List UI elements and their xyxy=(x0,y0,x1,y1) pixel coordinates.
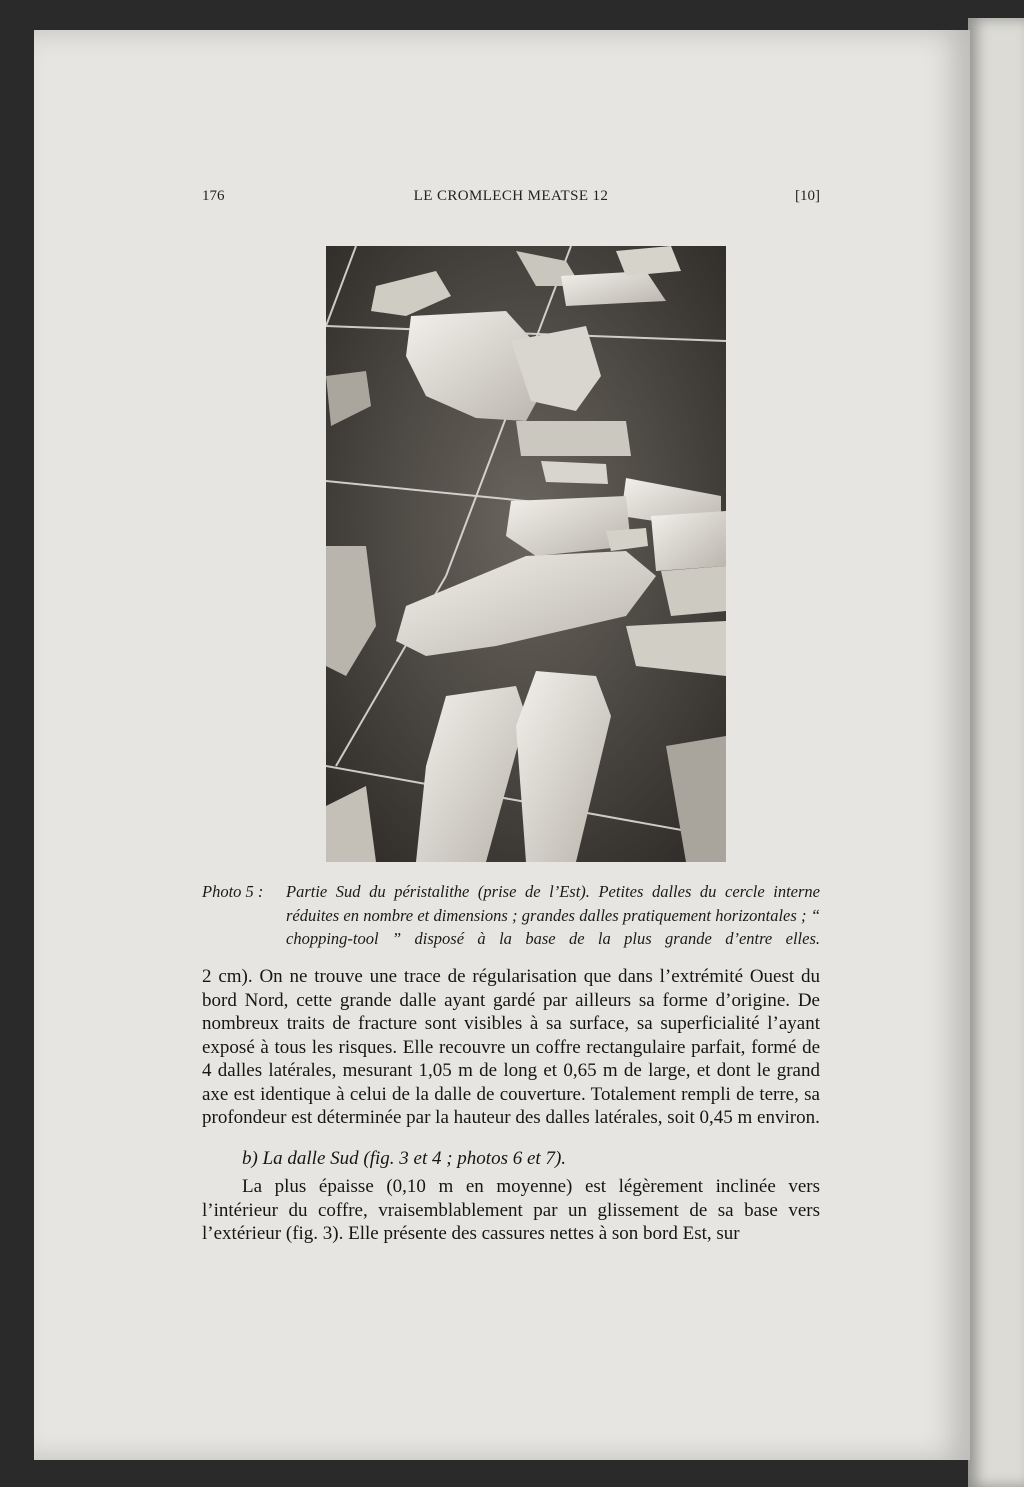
page-number: 176 xyxy=(202,188,225,204)
excavation-photo xyxy=(326,246,726,862)
paragraph: 2 cm). On ne trouve une trace de régularisation que dans l’extrémité Ouest du bord Nord, cette grande dalle ayant gardé par ailleurs sa forme d’origine. De nombreux traits de fracture sont visibles à sa surface, sa superficialité l’ayant exposé à tous les risques. Elle recouvre un coffre rectangulaire parfait, formé de 4 dalles latérales, mesurant 1,05 m de long et 0,65 m de large, et dont le grand axe est identique à celui de la dalle de couverture. Totalement rempli de terre, sa profondeur est déterminée par la hauteur des dalles latérales, soit 0,45 m environ. xyxy=(202,966,820,1128)
subheading: b) La dalle Sud (fig. 3 et 4 ; photos 6 et 7). xyxy=(242,1147,567,1169)
body-text xyxy=(202,965,820,1246)
section-ref: [10] xyxy=(795,188,820,204)
stone-slabs-illustration xyxy=(326,246,726,862)
running-header xyxy=(202,188,820,210)
facing-page-edge xyxy=(968,18,1024,1487)
caption-label: Photo 5 : xyxy=(202,882,264,901)
paragraph: La plus épaisse (0,10 m en moyenne) est légèrement inclinée vers l’intérieur du coffre, vraisemblablement par un glissement de sa base vers l’extérieur (fig. 3). Elle présente des cassures nettes à son bord Est, sur xyxy=(202,1176,820,1244)
running-title: LE CROMLECH MEATSE 12 xyxy=(413,188,609,204)
caption-text: Partie Sud du péristalithe (prise de l’Est). Petites dalles du cercle interne réduites en nombre et dimensions ; grandes dalles pratiquement horizontales ; “ chopping-tool ” disposé à la base de la plus grande d’entre elles. xyxy=(286,882,820,948)
photo-caption xyxy=(202,880,820,951)
